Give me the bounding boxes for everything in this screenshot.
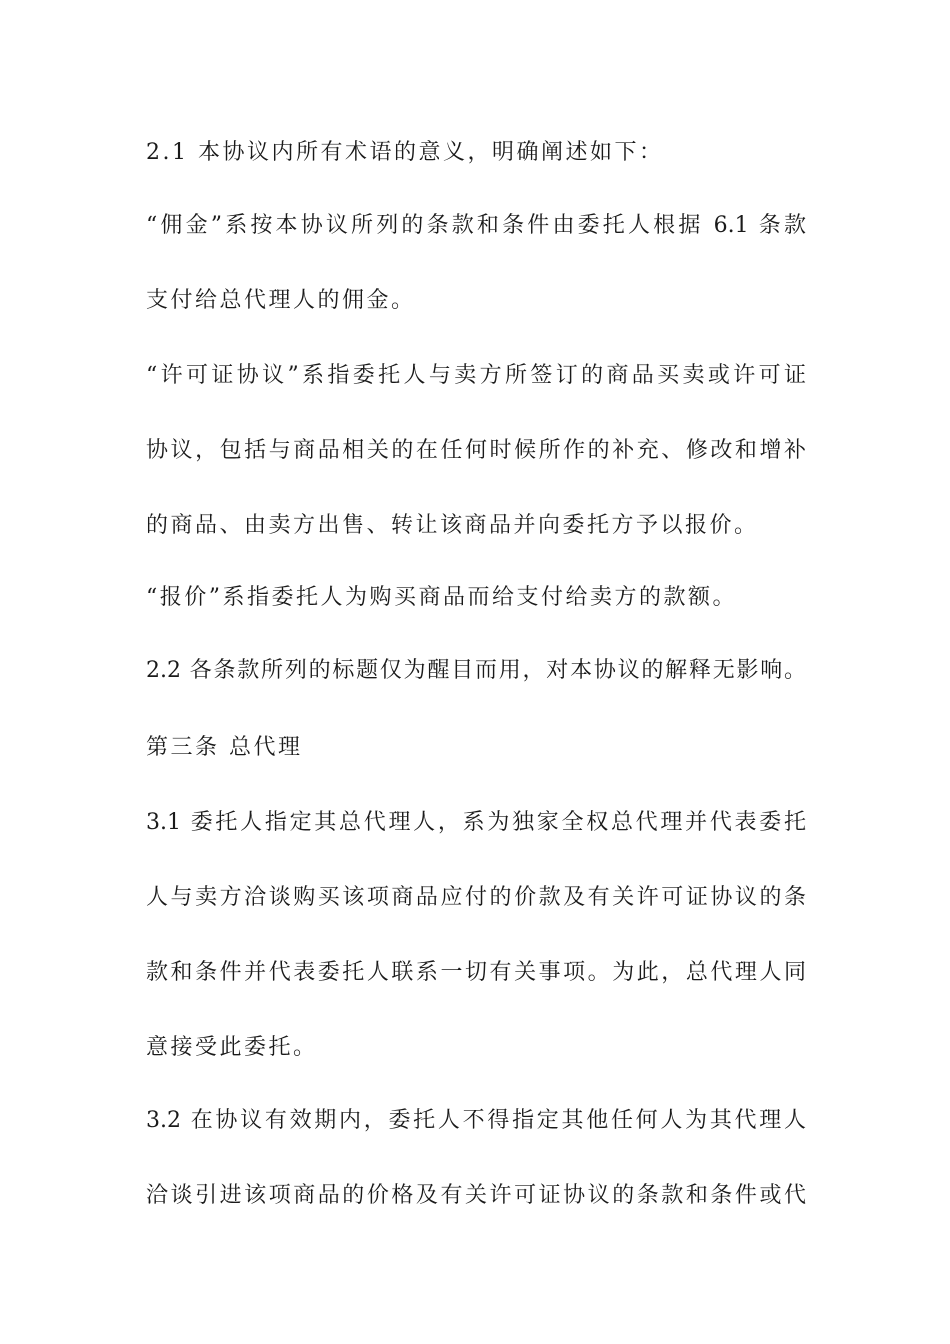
- text-line: 意接受此委托。: [146, 1035, 318, 1060]
- text-line: 协议，包括与商品相关的在任何时候所作的补充、修改和增补: [146, 438, 806, 463]
- text-line: 人与卖方洽谈购买该项商品应付的价款及有关许可证协议的条: [146, 885, 806, 910]
- text-line-clause-2-1: 2.1 本协议内所有术语的意义，明确阐述如下：: [146, 140, 664, 165]
- text-line: 款和条件并代表委托人联系一切有关事项。为此，总代理人同: [146, 960, 806, 985]
- text-line: 洽谈引进该项商品的价格及有关许可证协议的条款和条件或代: [146, 1183, 806, 1208]
- text-line-clause-3-2: 3.2 在协议有效期内，委托人不得指定其他任何人为其代理人: [146, 1108, 806, 1133]
- section-heading-article-3: 第三条 总代理: [146, 735, 303, 760]
- text-line-clause-3-1: 3.1 委托人指定其总代理人，系为独家全权总代理并代表委托: [146, 810, 806, 835]
- text-line-price-definition: “报价”系指委托人为购买商品而给支付给卖方的款额。: [146, 585, 737, 610]
- text-line-commission-definition: “佣金”系按本协议所列的条款和条件由委托人根据 6.1 条款: [146, 213, 806, 238]
- text-line: 支付给总代理人的佣金。: [146, 288, 416, 313]
- text-line-license-definition: “许可证协议”系指委托人与卖方所签订的商品买卖或许可证: [146, 363, 806, 388]
- text-line-clause-2-2: 2.2 各条款所列的标题仅为醒目而用，对本协议的解释无影响。: [146, 658, 806, 683]
- text-line: 的商品、由卖方出售、转让该商品并向委托方予以报价。: [146, 513, 759, 538]
